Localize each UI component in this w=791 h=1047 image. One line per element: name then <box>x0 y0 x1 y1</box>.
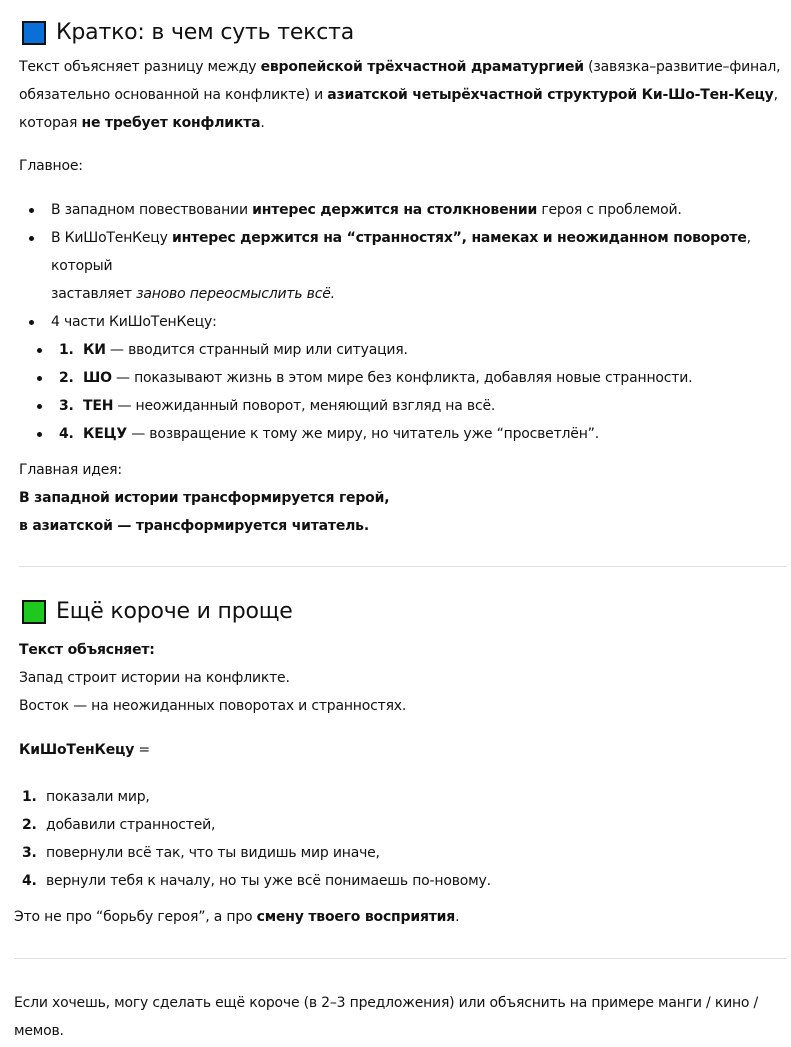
list-item: 2. ШО — показывают жизнь в этом мире без конфликта, добавляя новые странности. <box>59 364 787 392</box>
list-item: 2. добавили странностей, <box>22 817 216 833</box>
bullet-list <box>19 196 787 448</box>
idea-label: Главная идея: <box>19 462 122 478</box>
idea-line: В западной истории трансформируется герой, <box>19 490 390 506</box>
list-item: 3. повернули всё так, что ты видишь мир иначе, <box>22 845 380 861</box>
list-item: 4 части КиШоТенКецу: 1. КИ — вводится странный мир или ситуация. 2. ШО — показывают жизнь в этом мире без конфликта, добавляя новые странности. 3. ТЕН — неожиданный поворот, меняющий взгляд на всё. 4. КЕЦУ — возвращение к тому же миру, но читатель уже “просветлён”. <box>51 308 787 448</box>
divider <box>19 566 787 567</box>
list-item: 4. КЕЦУ — возвращение к тому же миру, но читатель уже “просветлён”. <box>59 420 787 448</box>
green-square-icon <box>22 600 46 624</box>
list-item: В западном повествовании интерес держится на столкновении героя с проблемой. <box>51 196 787 224</box>
short-line: Восток — на неожиданных поворотах и странностях. <box>19 698 407 714</box>
section-heading-short <box>19 597 787 627</box>
idea-line: в азиатской — трансформируется читатель. <box>19 518 369 534</box>
heading-text: Ещё короче и проще <box>56 599 293 624</box>
section-heading-brief <box>19 18 787 48</box>
parts-list <box>59 336 787 448</box>
short-label: Текст объясняет: <box>19 642 155 658</box>
short-line: Запад строит истории на конфликте. <box>19 670 290 686</box>
conclusion: Это не про “борьбу героя”, а про смену твоего восприятия. <box>14 909 460 925</box>
list-item: 1. показали мир, <box>22 789 150 805</box>
divider <box>14 958 787 959</box>
footer-offer: Если хочешь, могу сделать ещё короче (в 2–3 предложения) или объяснить на примере манги / кино / мемов. <box>14 995 759 1039</box>
list-item: 1. КИ — вводится странный мир или ситуация. <box>59 336 787 364</box>
list-item: 3. ТЕН — неожиданный поворот, меняющий взгляд на всё. <box>59 392 787 420</box>
response <box>0 18 787 1045</box>
heading-text: Кратко: в чем суть текста <box>56 20 355 45</box>
list-item: 4. вернули тебя к началу, но ты уже всё понимаешь по-новому. <box>22 873 491 889</box>
list-item: В КиШоТенКецу интерес держится на “странностях”, намеках и неожиданном повороте, который заставляет заново переосмыслить всё. <box>51 224 787 308</box>
blue-square-icon <box>22 21 46 45</box>
summary-paragraph: Текст объясняет разницу между европейской трёхчастной драматургией (завязка–развитие–финал, обязательно основанной на конфликте) и азиатской четырёхчастной структурой Ки-Шо-Тен-Кецу, которая не требует конфликта. <box>19 59 781 131</box>
formula: КиШоТенКецу = <box>19 742 150 758</box>
main-label: Главное: <box>19 158 83 174</box>
steps-list <box>22 783 787 895</box>
